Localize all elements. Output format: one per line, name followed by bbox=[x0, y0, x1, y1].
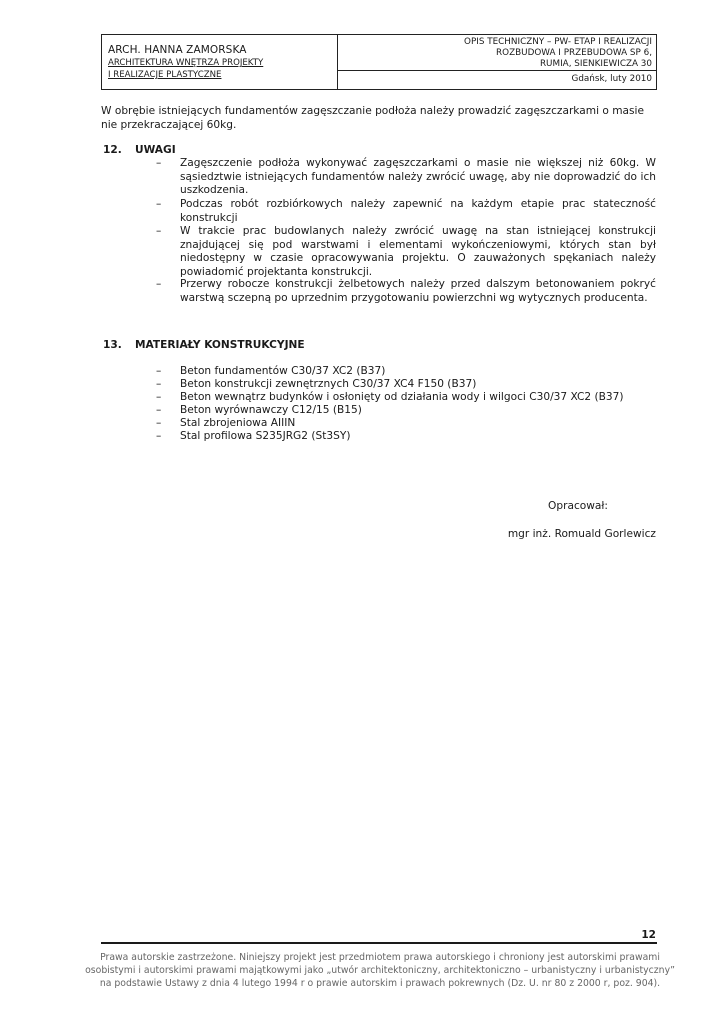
signature-name: mgr inż. Romuald Gorlewicz bbox=[507, 528, 656, 540]
note-item-1: Zagęszczenie podłoża wykonywać zagęszczarkami o masie nie większej niż 60kg. W sąsiedztwie istniejących fundamentów należy zwrócić uwagę, aby nie doprowadzić do ich uszkodzenia. bbox=[180, 157, 656, 196]
header-table bbox=[101, 34, 657, 90]
note-item-2: Podczas robót rozbiórkowych należy zapewnić na każdym etapie prac stateczność konstrukcji bbox=[180, 198, 656, 224]
material-item-6: Stal profilowa S235JRG2 (St3SY) bbox=[180, 430, 351, 442]
doc-address: RUMIA, SIENKIEWICZA 30 bbox=[539, 59, 652, 69]
footer-line-3: na podstawie Ustawy z dnia 4 lutego 1994 r o prawie autorskim i prawach pokrewnych (Dz. U. nr 80 z 2000 r, poz. 904). bbox=[99, 978, 661, 989]
signature-label: Opracował: bbox=[548, 500, 608, 512]
material-item-1: Beton fundamentów C30/37 XC2 (B37) bbox=[180, 365, 386, 377]
intro-paragraph bbox=[101, 104, 657, 132]
material-item-5: Stal zbrojeniowa AIIIN bbox=[180, 417, 296, 429]
footer-line-1: Prawa autorskie zastrzeżone. Niniejszy projekt jest przedmiotem prawa autorskiego i chroniony jest autorskimi prawami bbox=[100, 952, 660, 963]
firm-subtitle-2: I REALIZACJE PLASTYCZNE bbox=[108, 70, 222, 80]
note-item-4: Przerwy robocze konstrukcji żelbetowych należy przed dalszym betonowaniem pokryć warstwą sczepną po uprzednim przygotowaniu powierzchni wg wytycznych producenta. bbox=[180, 278, 656, 304]
bullet-dash: – bbox=[156, 225, 162, 237]
firm-subtitle-1: ARCHITEKTURA WNĘTRZA PROJEKTY bbox=[108, 58, 264, 68]
intro-line-2: nie przekraczającej 60kg. bbox=[101, 119, 237, 131]
header-firm-cell bbox=[102, 35, 338, 89]
bullet-dash: – bbox=[156, 417, 162, 429]
place-date: Gdańsk, luty 2010 bbox=[571, 74, 652, 84]
bullet-dash: – bbox=[156, 365, 162, 377]
note-item-3: W trakcie prac budowlanych należy zwrócić uwagę na stan istniejącej konstrukcji znajdującej się pod warstwami i elementami wykończeniowymi, których stan był niedostępny w czasie opracowywania projektu. O zauważonych spękaniach należy powiadomić projektanta konstrukcji. bbox=[180, 225, 656, 278]
page-number: 12 bbox=[641, 929, 656, 941]
bullet-dash: – bbox=[156, 198, 162, 210]
section-13-title: MATERIAŁY KONSTRUKCYJNE bbox=[135, 339, 305, 351]
footer-divider bbox=[101, 942, 657, 944]
intro-line-1: W obrębie istniejących fundamentów zagęszczanie podłoża należy prowadzić zagęszczarkami o masie bbox=[101, 105, 645, 117]
material-item-3: Beton wewnątrz budynków i osłonięty od działania wody i wilgoci C30/37 XC2 (B37) bbox=[180, 391, 624, 403]
bullet-dash: – bbox=[156, 404, 162, 416]
section-13-number: 13. bbox=[103, 339, 122, 351]
section-12-title: UWAGI bbox=[135, 144, 176, 156]
section-12-number: 12. bbox=[103, 144, 122, 156]
doc-title: OPIS TECHNICZNY – PW- ETAP I REALIZACJI bbox=[464, 37, 652, 47]
firm-name: ARCH. HANNA ZAMORSKA bbox=[108, 44, 247, 56]
bullet-dash: – bbox=[156, 278, 162, 290]
header-doc-cell bbox=[338, 35, 656, 71]
bullet-dash: – bbox=[156, 157, 162, 169]
header-date-cell bbox=[338, 71, 656, 89]
material-item-4: Beton wyrównawczy C12/15 (B15) bbox=[180, 404, 362, 416]
bullet-dash: – bbox=[156, 378, 162, 390]
footer-line-2: osobistymi i autorskimi prawami majątkowymi jako „utwór architektoniczny, architektoniczno – urbanistyczny i urbanistyczny” bbox=[85, 965, 675, 976]
bullet-dash: – bbox=[156, 391, 162, 403]
bullet-dash: – bbox=[156, 430, 162, 442]
doc-project: ROZBUDOWA I PRZEBUDOWA SP 6, bbox=[496, 48, 652, 58]
material-item-2: Beton konstrukcji zewnętrznych C30/37 XC4 F150 (B37) bbox=[180, 378, 477, 390]
